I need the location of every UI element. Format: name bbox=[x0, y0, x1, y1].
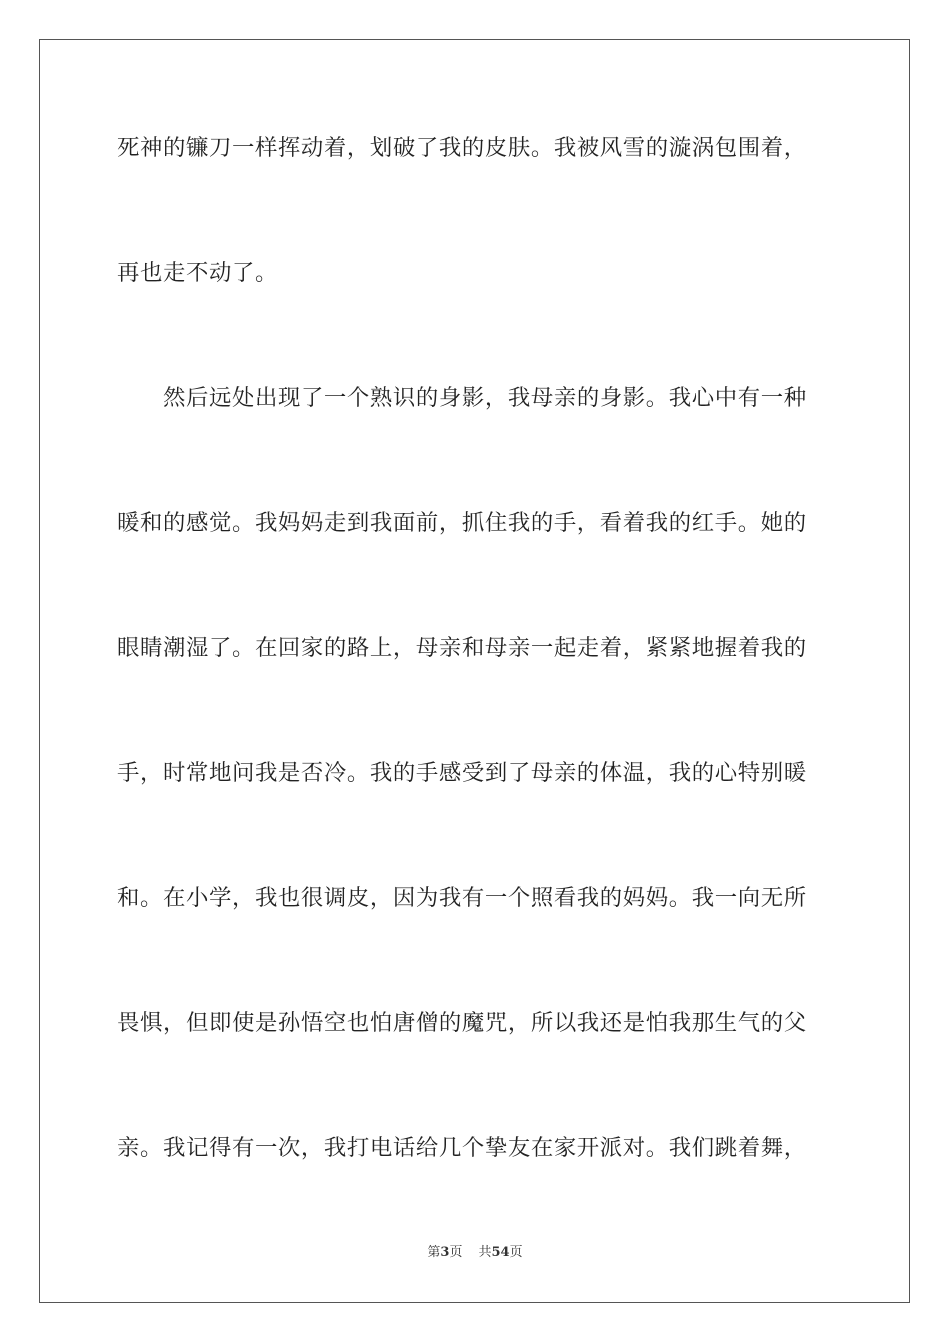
paragraph-first-line: 然后远处出现了一个熟识的身影，我母亲的身影。我心中有一种 bbox=[163, 385, 807, 411]
text-line: 手，时常地问我是否冷。我的手感受到了母亲的体温，我的心特别暖 bbox=[117, 760, 807, 786]
page-number-suffix: 页 bbox=[449, 1245, 463, 1260]
page-number: 3 bbox=[440, 1245, 450, 1260]
page-total-prefix: 共 bbox=[478, 1245, 492, 1260]
text-line: 亲。我记得有一次，我打电话给几个挚友在家开派对。我们跳着舞， bbox=[117, 1135, 807, 1161]
page-number-prefix: 第 bbox=[427, 1245, 441, 1260]
text-line: 再也走不动了。 bbox=[117, 260, 278, 286]
text-line: 眼睛潮湿了。在回家的路上，母亲和母亲一起走着，紧紧地握着我的 bbox=[117, 635, 807, 661]
page-total-suffix: 页 bbox=[509, 1245, 523, 1260]
text-line: 畏惧，但即使是孙悟空也怕唐僧的魔咒，所以我还是怕我那生气的父 bbox=[117, 1010, 807, 1036]
text-line: 暖和的感觉。我妈妈走到我面前，抓住我的手，看着我的红手。她的 bbox=[117, 510, 807, 536]
page-total: 54 bbox=[491, 1245, 510, 1260]
text-line: 和。在小学，我也很调皮，因为我有一个照看我的妈妈。我一向无所 bbox=[117, 885, 807, 911]
text-line: 死神的镰刀一样挥动着，划破了我的皮肤。我被风雪的漩涡包围着， bbox=[117, 135, 807, 161]
page-border bbox=[39, 39, 910, 1303]
page-footer bbox=[0, 1245, 950, 1261]
